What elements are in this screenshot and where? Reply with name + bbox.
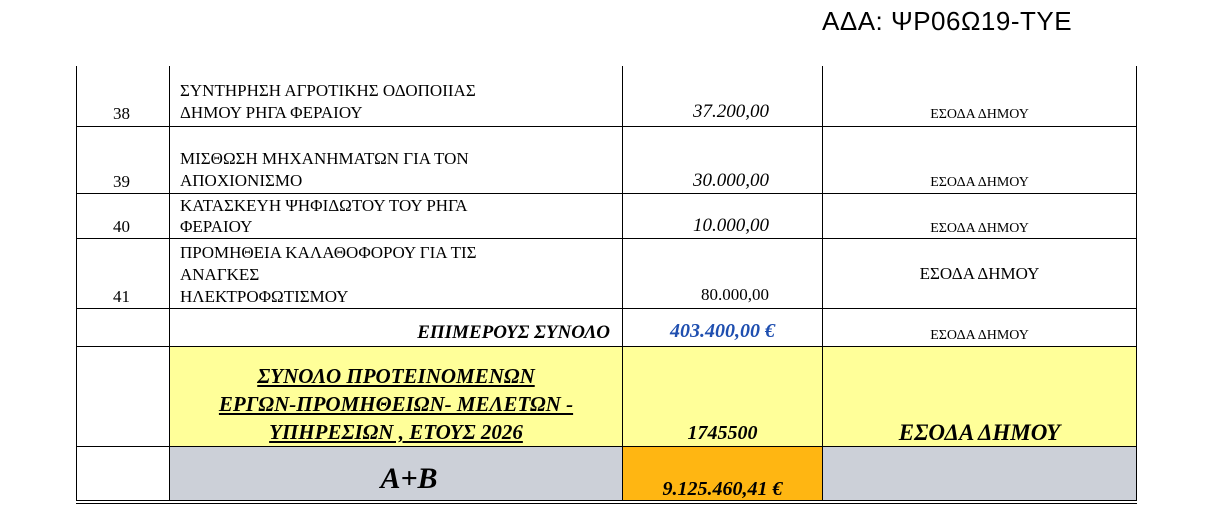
row-description: ΦΕΡΑΙΟΥ [180,217,253,236]
total-label-line: ΥΠΗΡΕΣΙΩΝ , ΕΤΟΥΣ 2026 [269,420,523,444]
row-amount: 30.000,00 [693,170,769,191]
subtotal-label: ΕΠΙΜΕΡΟΥΣ ΣΥΝΟΛΟ [417,322,610,343]
row-source: ΕΣΟΔΑ ΔΗΜΟΥ [930,175,1029,190]
row-amount: 10.000,00 [693,215,769,236]
row-number: 41 [113,287,130,306]
total-label-line: ΕΡΓΩΝ-ΠΡΟΜΗΘΕΙΩΝ- ΜΕΛΕΤΩΝ - [218,392,574,416]
subtotal-source: ΕΣΟΔΑ ΔΗΜΟΥ [930,328,1029,343]
row-amount: 80.000,00 [701,285,769,304]
row-source: ΕΣΟΔΑ ΔΗΜΟΥ [919,264,1040,283]
grid-line [76,66,77,500]
row-description: ΑΝΑΓΚΕΣ [180,265,260,284]
row-number: 40 [113,217,130,236]
grid-line [76,308,1137,309]
row-source: ΕΣΟΔΑ ΔΗΜΟΥ [930,107,1029,122]
row-description: ΜΙΣΘΩΣΗ ΜΗΧΑΝΗΜΑΤΩΝ ΓΙΑ ΤΟΝ [180,149,469,168]
row-description: ΗΛΕΚΤΡΟΦΩΤΙΣΜΟΥ [180,287,349,306]
total-label-line: ΣΥΝΟΛΟ ΠΡΟΤΕΙΝΟΜΕΝΩΝ [257,364,535,388]
grid-line [76,446,1137,447]
row-description: ΚΑΤΑΣΚΕΥΗ ΨΗΦΙΔΩΤΟΥ ΤΟΥ ΡΗΓΑ [180,196,468,215]
grid-line [76,500,1137,501]
total-amount: 1745500 [687,422,758,444]
subtotal-amount: 403.400,00 € [670,320,775,342]
total-source: ΕΣΟΔΑ ΔΗΜΟΥ [898,420,1061,445]
grand-amount: 9.125.460,41 € [662,478,783,500]
grid-line [76,346,1137,347]
grid-line [76,238,1137,239]
grand-source-fill [823,447,1136,500]
grid-line [76,126,1137,127]
grid-line [76,503,1137,504]
grid-line [1136,66,1137,500]
ada-code: ΑΔΑ: ΨΡ06Ω19-ΤΥΕ [822,6,1073,36]
row-number: 39 [113,172,130,191]
row-description: ΔΗΜΟΥ ΡΗΓΑ ΦΕΡΑΙΟΥ [180,103,363,122]
grand-label: Α+Β [380,462,438,495]
grid-line [76,193,1137,194]
row-description: ΣΥΝΤΗΡΗΣΗ ΑΓΡΟΤΙΚΗΣ ΟΔΟΠΟΙΙΑΣ [180,81,476,100]
row-description: ΑΠΟΧΙΟΝΙΣΜΟ [180,171,303,190]
row-source: ΕΣΟΔΑ ΔΗΜΟΥ [930,221,1029,236]
row-description: ΠΡΟΜΗΘΕΙΑ ΚΑΛΑΘΟΦΟΡΟΥ ΓΙΑ ΤΙΣ [180,243,477,262]
row-number: 38 [113,104,130,123]
row-amount: 37.200,00 [693,101,769,122]
